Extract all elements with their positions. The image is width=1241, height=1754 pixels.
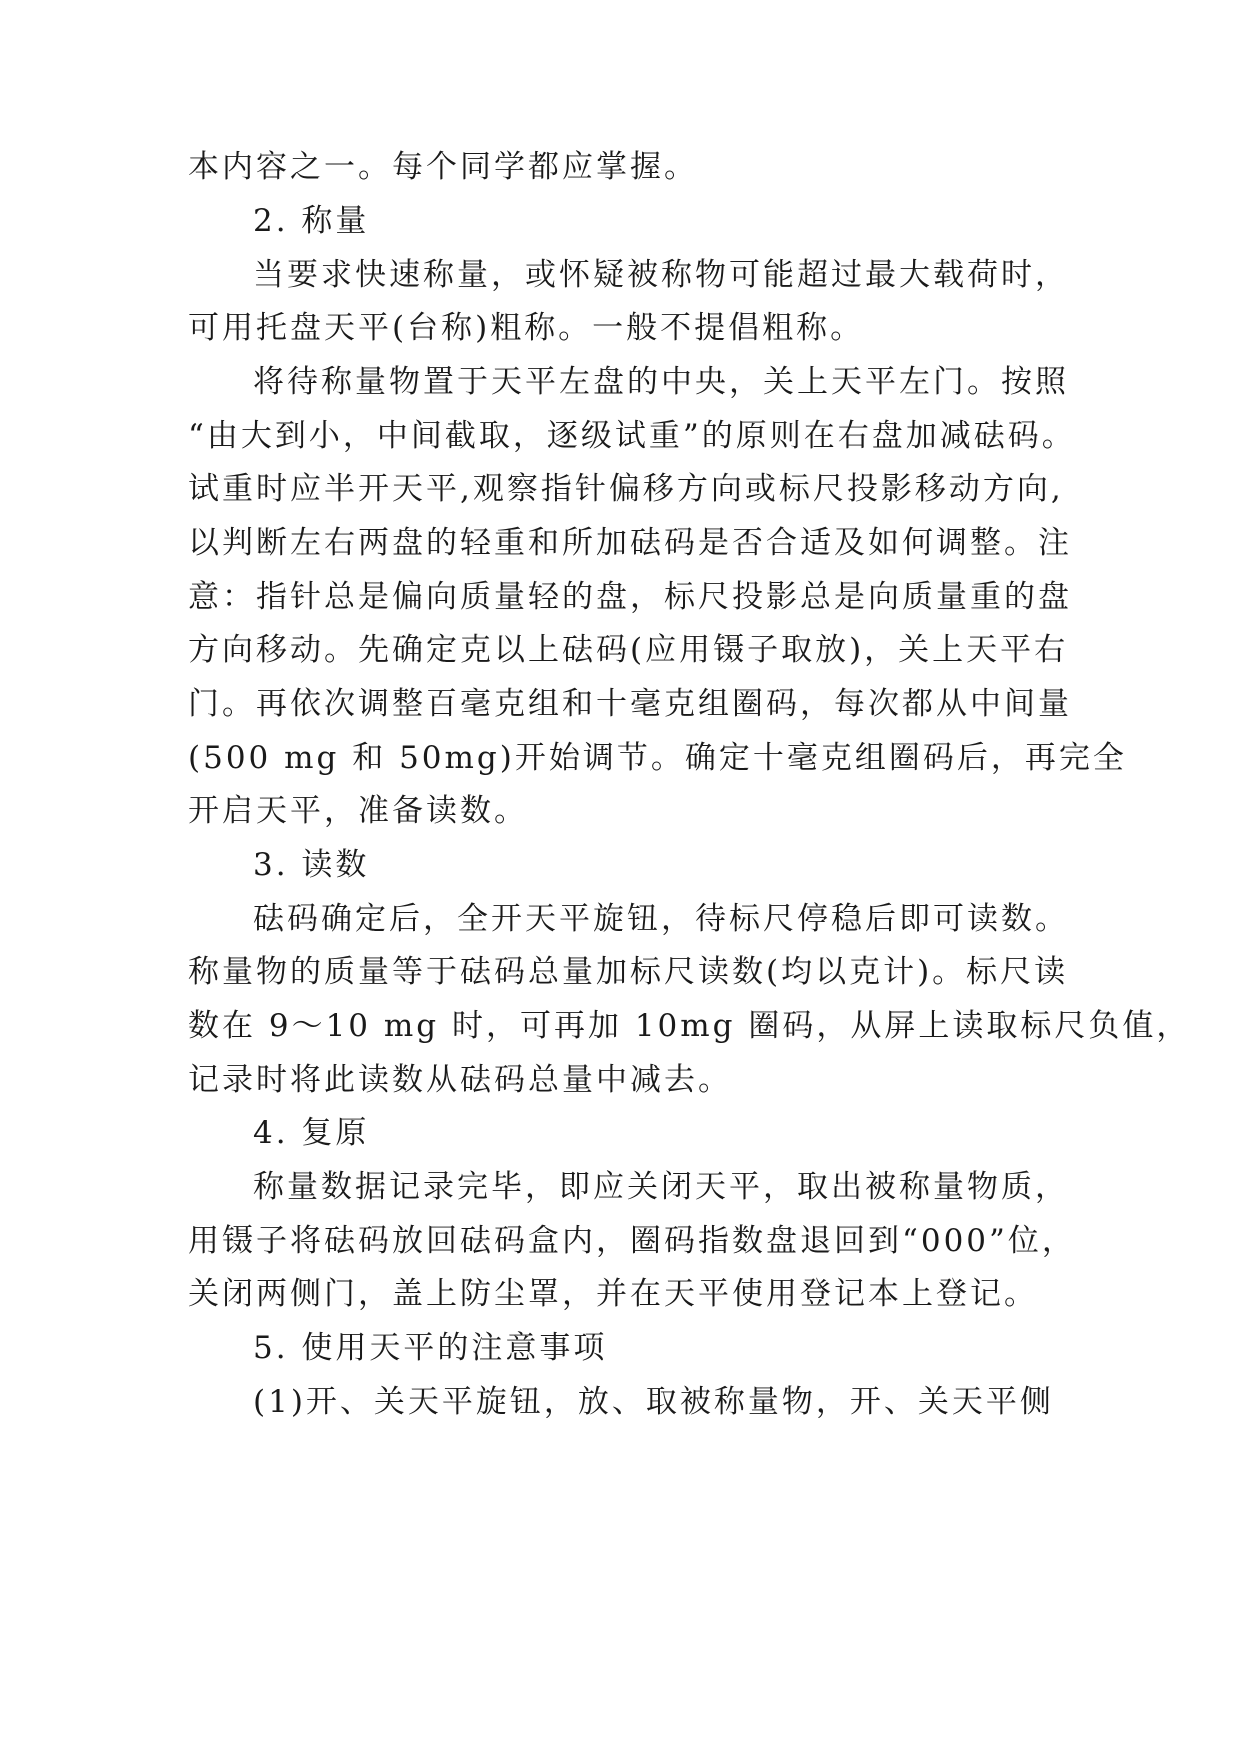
text-line: 方向移动。先确定克以上砝码(应用镊子取放)，关上天平右 (188, 632, 1069, 668)
text-line: 试重时应半开天平,观察指针偏移方向或标尺投影移动方向, (188, 471, 1064, 507)
text-line: 门。再依次调整百毫克组和十毫克组圈码，每次都从中间量 (188, 686, 1072, 722)
text-line: 数在 9～10 mg 时，可再加 10mg 圈码，从屏上读取标尺负值， (188, 1008, 1191, 1044)
text-line: 本内容之一。每个同学都应掌握。 (188, 149, 698, 185)
text-line: 用镊子将砝码放回砝码盒内，圈码指数盘退回到“000”位， (188, 1223, 1076, 1259)
text-line: 开启天平，准备读数。 (188, 793, 528, 829)
text-line: 砝码确定后，全开天平旋钮，待标尺停稳后即可读数。 (253, 901, 1069, 937)
text-line: 当要求快速称量，或怀疑被称物可能超过最大载荷时， (253, 257, 1069, 293)
text-line: 可用托盘天平(台称)粗称。一般不提倡粗称。 (188, 310, 865, 346)
text-line: 称量物的质量等于砝码总量加标尺读数(均以克计)。标尺读 (188, 954, 1069, 990)
text-line: 将待称量物置于天平左盘的中央，关上天平左门。按照 (253, 364, 1069, 400)
text-line: (1)开、关天平旋钮，放、取被称量物，开、关天平侧 (253, 1384, 1054, 1420)
section-heading: 3. 读数 (253, 847, 370, 883)
text-line: 记录时将此读数从砝码总量中减去。 (188, 1062, 732, 1098)
text-line: 称量数据记录完毕，即应关闭天平，取出被称量物质， (253, 1169, 1069, 1205)
section-heading: 4. 复原 (253, 1115, 370, 1151)
text-line: 关闭两侧门，盖上防尘罩，并在天平使用登记本上登记。 (188, 1276, 1038, 1312)
text-line: 以判断左右两盘的轻重和所加砝码是否合适及如何调整。注 (188, 525, 1072, 561)
text-line: “由大到小，中间截取，逐级试重”的原则在右盘加减砝码。 (188, 418, 1076, 454)
text-line: (500 mg 和 50mg)开始调节。确定十毫克组圈码后，再完全 (188, 740, 1127, 776)
section-heading: 2. 称量 (253, 203, 370, 239)
text-line: 意：指针总是偏向质量轻的盘，标尺投影总是向质量重的盘 (188, 579, 1072, 615)
section-heading: 5. 使用天平的注意事项 (253, 1330, 608, 1366)
